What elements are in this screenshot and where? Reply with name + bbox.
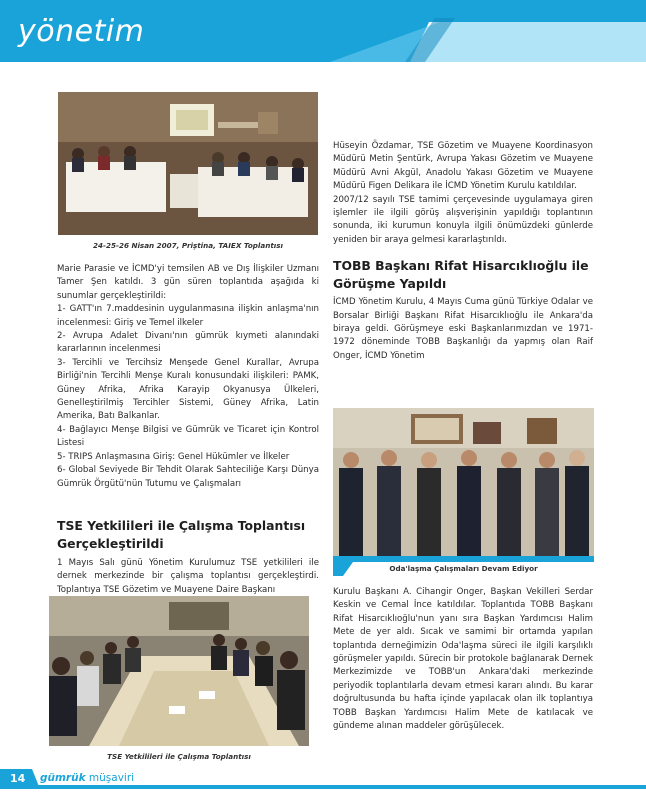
section-header	[0, 0, 646, 62]
magazine-logo	[40, 772, 134, 784]
page-number: 14	[10, 772, 26, 785]
meeting-room-image	[58, 92, 318, 235]
caption-band	[333, 556, 594, 576]
intro-paragraph: Marie Parasie ve İCMD'yi temsilen AB ve Dış İlişkiler Uzmanı Tamer Şen katıldı. 3 gün süren toplantıda aşağıda ki sunumlar gerçekleştirildi:	[57, 264, 319, 301]
right-column-text	[333, 140, 593, 363]
list-item: 5- TRIPS Anlaşmasına Giriş: Genel Hükümler ve İlkeler	[57, 451, 290, 462]
section-heading: TOBB Başkanı Rifat Hisarcıklıoğlu ile Görüşme Yapıldı	[333, 258, 589, 292]
photo-caption: TSE Yetkilileri ile Çalışma Toplantısı	[107, 752, 251, 761]
body-paragraph: 2007/12 sayılı TSE tamimi çerçevesinde uygulamaya giren işlemler ile ilgili görüş alışverişinin yapıldığı toplantının sonunda, iki kurumun konuyla ilgili önümüzdeki günlerde yeniden bir araya gelmesi kararlaştırıldı.	[333, 194, 593, 245]
list-item: 4- Bağlayıcı Menşe Bilgisi ve Gümrük ve Ticaret için Kontrol Listesi	[57, 424, 319, 449]
photo-tse-meeting	[49, 596, 309, 746]
body-paragraph: İCMD Yönetim Kurulu, 4 Mayıs Cuma günü Türkiye Odalar ve Borsalar Birliği Başkanı Rifat Hisarcıklıoğlu ile Ankara'da biraya geldi. Görüşmeye eski Başkanlarımızdan ve 1971-1972 döneminde TOBB Başkanlığı da yapmış olan Raif Onger, İCMD Yönetim	[333, 297, 593, 361]
tse-meeting-image	[49, 596, 309, 746]
logo-bold: gümrük	[40, 772, 86, 784]
tobb-meeting-image	[333, 408, 594, 556]
tse-section	[57, 517, 319, 597]
body-paragraph: Kurulu Başkanı A. Cihangir Onger, Başkan Vekilleri Serdar Keskin ve Cemal İnce katıldılar. Toplantıda TOBB Başkanı Rifat Hisarcıklıoğlu'nun yanı sıra Başkan Yardımcısı Halim Mete de yer aldı. Sıcak ve samimi bir ortamda yapılan toplantıda derneğimizin Oda'laşma süreci ile ilgili karşılıklı görüşmeler yapıldı. Sürecin bir protokole bağlanarak Dernek Merkezimizde ve TOBB'un Ankara'daki merkezinde periyodik toplantılarla devam etmesi kararı alındı. Bu karar doğrultusunda bu hafta içinde yapılacak olan ilk toplantıya TOBB Başkan Yardımcısı Halim Mete de katılacak ve gündeme alınan maddeler görüşülecek.	[333, 587, 593, 732]
list-item: 6- Global Seviyede Bir Tehdit Olarak Sahteciliğe Karşı Dünya Gümrük Örgütü'nün Tutumu ve Çalışmaları	[57, 465, 319, 489]
logo-rest: müşaviri	[88, 772, 135, 784]
photo-caption: Oda'laşma Çalışmaları Devam Ediyor	[389, 564, 538, 573]
section-heading: TSE Yetkilileri ile Çalışma Toplantısı Gerçekleştirildi	[57, 518, 306, 551]
body-paragraph: Hüseyin Özdamar, TSE Gözetim ve Muayene Koordinasyon Müdürü Metin Şentürk, Avrupa Yakası Gözetim ve Muayene Müdürü Avni Akgül, Anadolu Yakası Gözetim ve Muayene Müdürü Figen Delikara ile İCMD Yönetim Kurulu katıldılar.	[333, 141, 593, 192]
right-column-continued	[333, 586, 593, 733]
left-column-text	[57, 263, 319, 491]
body-paragraph: 1 Mayıs Salı günü Yönetim Kurulumuz TSE yetkilileri ile dernek merkezinde bir çalışma toplantısı gerçekleştirdi. Toplantıya TSE Gözetim ve Muayene Daire Başkanı	[57, 558, 319, 595]
list-item: 1- GATT'ın 7.maddesinin uygulanmasına ilişkin anlaşma'nın incelenmesi: Giriş ve Temel ilkeler	[57, 304, 319, 328]
photo-tobb-meeting	[333, 408, 594, 556]
list-item: 3- Tercihli ve Tercihsiz Menşede Genel Kurallar, Avrupa Birliği'nin Tercihli Menşe Kuralı konusundaki ilişkileri: PAMK, Güney Afrika, Afrika Karayip Okyanusya Ülkeleri, Genelleştirilmiş Tercihler Sistemi, Güney Afrika, Latin Amerika, Batı Balkanlar.	[57, 357, 319, 422]
section-title: yönetim	[18, 14, 145, 49]
list-item: 2- Avrupa Adalet Divanı'nın gümrük kıymeti alanındaki kararlarının incelenmesi	[57, 331, 319, 355]
photo-taiex-meeting	[58, 92, 318, 235]
photo-caption: 24-25-26 Nisan 2007, Priştina, TAIEX Toplantısı	[92, 241, 284, 250]
